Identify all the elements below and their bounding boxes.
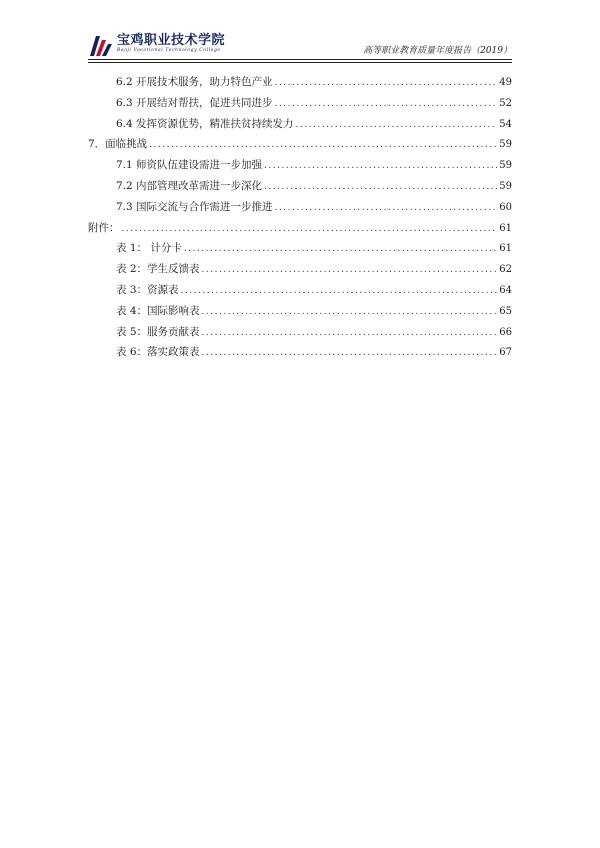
toc-entry-label: 表 3：资源表	[116, 283, 179, 296]
toc-entry-page: 60	[499, 201, 512, 213]
toc-entry[interactable]	[88, 93, 512, 114]
college-emblem-icon	[88, 34, 114, 58]
toc-leader	[275, 94, 498, 115]
toc-entry[interactable]	[88, 238, 512, 259]
toc-entry-page: 54	[499, 118, 512, 130]
toc-leader	[275, 198, 498, 219]
toc-entry-label: 7.1 师资队伍建设需进一步加强	[116, 159, 263, 172]
toc-entry-label: 表 6：落实政策表	[116, 346, 200, 359]
toc-leader	[122, 219, 498, 240]
toc-entry[interactable]	[88, 259, 512, 280]
toc-leader	[202, 302, 498, 323]
toc-entry[interactable]	[88, 114, 512, 135]
toc-entry-page: 59	[499, 180, 512, 192]
toc-entry[interactable]	[88, 322, 512, 343]
toc-entry-label: 6.3 开展结对帮扶，促进共同进步	[116, 96, 273, 109]
toc-entry-page: 59	[499, 139, 512, 151]
toc-entry-page: 61	[499, 243, 512, 255]
toc-entry[interactable]	[88, 280, 512, 301]
toc-leader	[149, 135, 497, 156]
toc-entry-page: 49	[499, 77, 512, 88]
toc-leader	[202, 260, 498, 281]
logo-chinese-name: 宝鸡职业技术学院	[117, 33, 226, 48]
toc-leader	[202, 323, 498, 344]
table-of-contents	[88, 72, 512, 363]
toc-entry[interactable]	[88, 218, 512, 239]
toc-entry[interactable]	[88, 301, 512, 322]
toc-entry[interactable]	[88, 342, 512, 363]
header-rule-thin	[88, 62, 512, 63]
toc-entry-label: 表 4：国际影响表	[116, 304, 200, 317]
toc-entry-page: 59	[499, 160, 512, 172]
toc-entry-label: 6.4 发挥资源优势，精准扶贫持续发力	[116, 117, 294, 130]
toc-leader	[184, 239, 497, 260]
toc-entry-page: 61	[499, 222, 512, 234]
logo-english-name: Baoji Vocational Technology College	[117, 48, 221, 53]
toc-leader	[275, 73, 498, 94]
toc-entry-label: 6.2 开展技术服务，助力特色产业	[116, 76, 273, 88]
toc-entry-page: 65	[499, 305, 512, 317]
header-rule-thick	[88, 59, 512, 60]
toc-entry[interactable]	[88, 197, 512, 218]
toc-entry-page: 52	[499, 97, 512, 109]
toc-leader	[264, 177, 497, 198]
toc-entry-label: 7.2 内部管理改革需进一步深化	[116, 179, 263, 192]
toc-entry-label: 附件：	[88, 221, 120, 234]
report-title: 高等职业教育质量年度报告（2019）	[363, 46, 512, 56]
toc-entry-label: 表 5：服务贡献表	[116, 325, 200, 338]
toc-entry-page: 67	[499, 347, 512, 359]
toc-leader	[181, 281, 498, 302]
page-header	[88, 30, 512, 60]
toc-leader	[296, 115, 498, 136]
toc-entry-label: 表 2：学生反馈表	[116, 263, 200, 276]
toc-leader	[264, 156, 497, 177]
toc-entry[interactable]	[88, 155, 512, 176]
college-logo	[88, 34, 225, 58]
toc-entry-label: 7．面临挑战	[88, 138, 148, 151]
toc-entry[interactable]	[88, 134, 512, 155]
toc-entry-page: 62	[499, 264, 512, 276]
toc-leader	[202, 343, 498, 364]
toc-entry-page: 66	[499, 326, 512, 338]
toc-entry-label: 表 1： 计分卡	[116, 242, 182, 255]
toc-entry[interactable]	[88, 72, 512, 93]
toc-entry-label: 7.3 国际交流与合作需进一步推进	[116, 200, 273, 213]
toc-entry[interactable]	[88, 176, 512, 197]
toc-entry-page: 64	[499, 284, 512, 296]
